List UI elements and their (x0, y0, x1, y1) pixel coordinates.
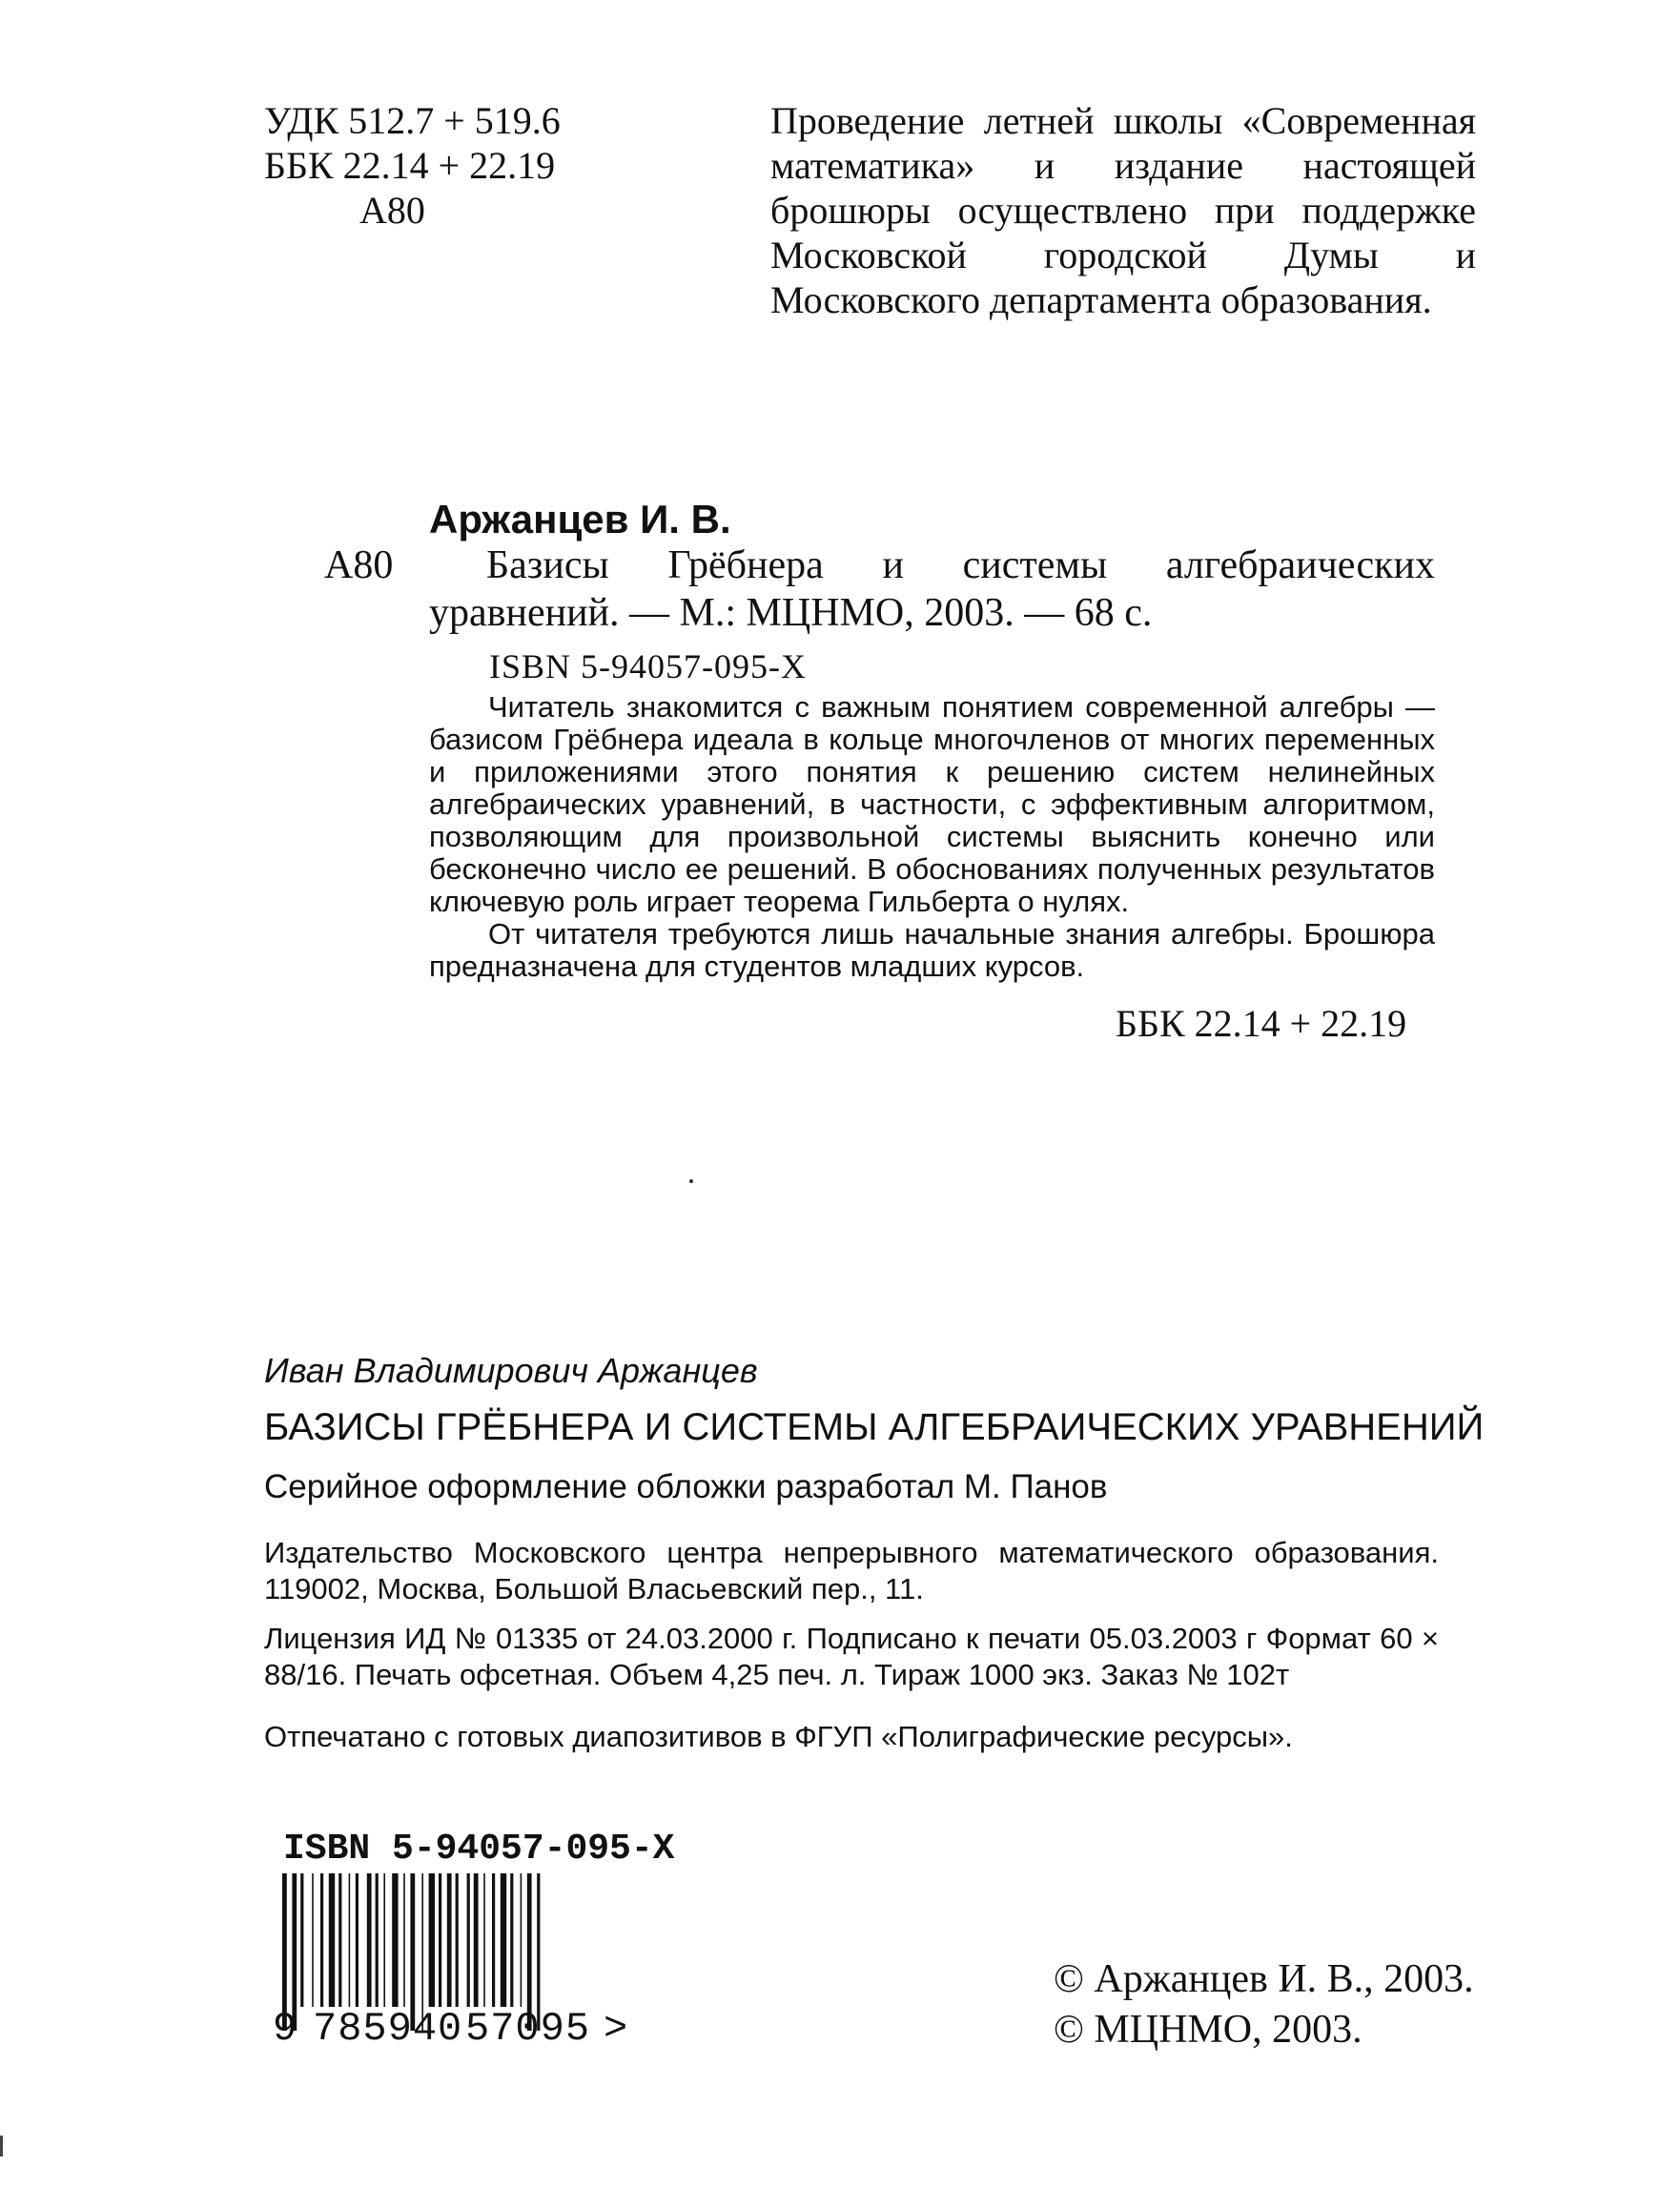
scan-edge-mark (0, 2136, 3, 2157)
barcode-bar (510, 1873, 513, 2007)
annotation-paragraph: Читатель знакомится с важным понятием современной алгебры — базисом Грёбнера идеала в кольце многочленов от многих переменных и приложениями этого понятия к решению систем нелинейных алгебраических уравнений, в частности, с эффективным алгоритмом, позволяющим для произвольной системы выяснить конечно или бесконечно число ее решений. В обоснованиях полученных результатов ключевую роль играет теорема Гильберта о нулях. (429, 690, 1435, 918)
copyright-publisher: © МЦНМО, 2003. (1054, 2008, 1362, 2052)
barcode-bar (376, 1873, 379, 2007)
barcode-bar (521, 1873, 522, 2007)
barcode-digits-left: 785940 (313, 2006, 463, 2052)
barcode-bar (429, 1873, 435, 2007)
record-reference: Базисы Грёбнера и системы алгебраических уравнений. — М.: МЦНМО, 2003. — 68 с. (429, 543, 1435, 635)
barcode-bar (329, 1873, 335, 2007)
author-mark: А80 (359, 189, 425, 232)
classification-block (264, 98, 561, 233)
record-author: Аржанцев И. В. (429, 497, 731, 542)
barcode-digit-first: 9 (273, 2006, 297, 2052)
udk-code: УДК 512.7 + 519.6 (264, 99, 561, 142)
barcode-digits-right: 57095 (465, 2006, 591, 2052)
barcode-end-mark: > (604, 2006, 628, 2052)
barcode-bar (467, 1873, 470, 2007)
imprint-cover-design: Серийное оформление обложки разработал М. Панов (264, 1468, 1108, 1505)
barcode-bar (474, 1873, 479, 2007)
barcode-bar (338, 1873, 341, 2007)
record-bbk: ББК 22.14 + 22.19 (1116, 1002, 1407, 1045)
barcode-bar (501, 1873, 506, 2007)
barcode-bar (367, 1873, 372, 2007)
imprint-license: Лицензия ИД № 01335 от 24.03.2000 г. Подписано к печати 05.03.2003 г Формат 60 × 88/16. Печать офсетная. Объем 4,25 печ. л. Тираж 1000 экз. Заказ № 102т (264, 1622, 1439, 1691)
support-note: Проведение летней школы «Современная математика» и издание настоящей брошюры осуществлено при поддержке Московской городской Думы и Московского департамента образования. (770, 99, 1476, 321)
record-isbn: ISBN 5-94057-095-X (489, 647, 807, 685)
barcode-bar (349, 1873, 351, 2007)
barcode-bar (383, 1873, 385, 2007)
barcode-bar (492, 1873, 495, 2007)
barcode-bar (312, 1873, 314, 2007)
copyright-block (1054, 1954, 1474, 2055)
barcode-bar (439, 1873, 441, 2007)
imprint-title: БАЗИСЫ ГРЁБНЕРА И СИСТЕМЫ АЛГЕБРАИЧЕСКИХ УРАВНЕНИЙ (264, 1406, 1485, 1448)
print-speck (689, 1179, 693, 1183)
barcode-isbn-label: ISBN 5-94057-095-X (283, 1829, 675, 1870)
imprint-publisher: Издательство Московского центра непрерывного математического образования. 119002, Москва, Большой Власьевский пер., 11. (264, 1536, 1439, 1605)
barcode-bar (320, 1873, 323, 2007)
barcode-bar (356, 1873, 359, 2007)
barcode-bar (403, 1873, 405, 2007)
copyright-author: © Аржанцев И. В., 2003. (1054, 1957, 1474, 2001)
imprint-printed: Отпечатано с готовых диапозитивов в ФГУП «Полиграфические ресурсы». (264, 1720, 1293, 1753)
barcode-bar (300, 1873, 303, 2007)
barcode-bar (456, 1873, 459, 2007)
annotation-paragraph: От читателя требуются лишь начальные знания алгебры. Брошюра предназначена для студентов младших курсов. (429, 917, 1435, 983)
annotation (429, 691, 1435, 983)
record-author-mark: А80 (324, 543, 394, 587)
barcode-bar (447, 1873, 452, 2007)
barcode-bar (392, 1873, 398, 2007)
bbk-code: ББК 22.14 + 22.19 (264, 144, 556, 187)
barcode-bar (483, 1873, 485, 2007)
imprint-author: Иван Владимирович Аржанцев (264, 1351, 758, 1390)
